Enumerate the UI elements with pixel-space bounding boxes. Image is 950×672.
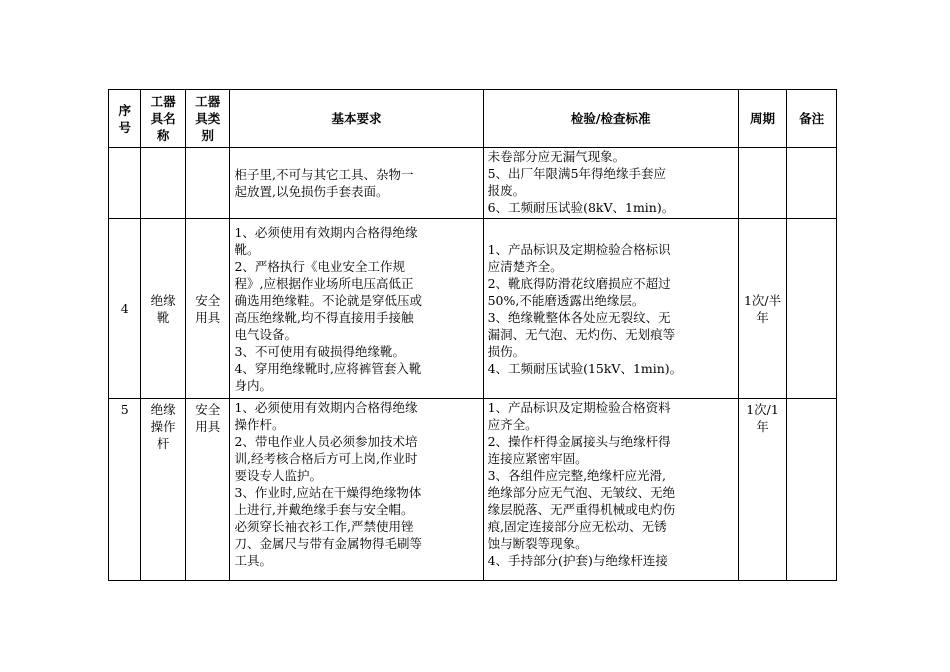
table-header-row (109, 90, 837, 148)
text-line: 工具。 (234, 553, 272, 568)
text-line: 操作杆。 (234, 417, 285, 432)
text-line: 3、绝缘靴整体各处应无裂纹、无 (487, 309, 671, 325)
text-line: 6、工频耐压试验(8kV、1min)。 (487, 200, 675, 215)
text-line: 1、必须使用有效期内合格得绝缘 (234, 400, 418, 415)
row-seq: 5 (109, 399, 141, 581)
text-line: 4、手持部分(护套)与绝缘杆连接 (487, 553, 668, 568)
text-line: 3、不可使用有破损得绝缘靴。 (234, 343, 405, 359)
row-remark (787, 148, 837, 219)
text-line: 必须穿长袖衣衫工作,严禁使用锉 (234, 519, 414, 534)
text-line: 电气设备。 (234, 326, 297, 342)
text-line: 3、各组件应完整,绝缘杆应光滑, (487, 468, 667, 483)
text-line: 程》,应根据作业场所电压高低正 (234, 275, 414, 291)
header-tool-category: 工器具类别 (185, 90, 230, 148)
header-seq: 序号 (109, 90, 141, 148)
row-period: 1次/1年 (738, 399, 787, 581)
text-line: 1、产品标识及定期检验合格标识 (487, 241, 671, 257)
row-tool-name (141, 148, 186, 219)
text-line: 缘层脱落、无严重得机械或电灼伤 (487, 502, 676, 517)
table-row (109, 399, 837, 581)
tool-inspection-table (108, 89, 837, 581)
row-basic-requirements (230, 399, 483, 581)
row-tool-category: 安全用具 (185, 399, 230, 581)
text-line: 2、严格执行《电业安全工作规 (234, 258, 405, 274)
text-line: 绝缘部分应无气泡、无皱纹、无绝 (487, 485, 676, 500)
text-line: 靴。 (234, 241, 260, 257)
text-line: 4、穿用绝缘靴时,应将裤管套入靴 (234, 360, 422, 376)
header-inspection-standard: 检验/检查标准 (483, 90, 738, 148)
text-line: 未卷部分应无漏气现象。 (487, 149, 626, 164)
text-line: 4、工频耐压试验(15kV、1min)。 (487, 360, 683, 376)
header-basic-requirements: 基本要求 (230, 90, 483, 148)
text-line: 5、出厂年限满5年得绝缘手套应 (487, 166, 667, 181)
text-line: 痕,固定连接部分应无松动、无锈 (487, 519, 667, 534)
row-inspection-standard (483, 219, 738, 399)
row-remark (787, 399, 837, 581)
text-line: 损伤。 (487, 343, 526, 359)
row-basic-requirements (230, 219, 483, 399)
text-line: 1、产品标识及定期检验合格资料 (487, 400, 671, 415)
header-tool-name: 工器具名称 (141, 90, 186, 148)
text-line: 2、操作杆得金属接头与绝缘杆得 (487, 434, 671, 449)
text-line: 2、靴底得防滑花纹磨损应不超过 (487, 275, 671, 291)
row-basic-requirements (230, 148, 483, 219)
row-remark (787, 219, 837, 399)
text-line: 50%,不能磨透露出绝缘层。 (487, 292, 645, 308)
text-line: 柜子里,不可与其它工具、杂物一 (234, 167, 414, 182)
header-remark: 备注 (787, 90, 837, 148)
text-line: 报废。 (487, 183, 526, 198)
row-seq: 4 (109, 219, 141, 399)
text-line: 训,经考核合格后方可上岗,作业时 (234, 451, 418, 466)
table-row (109, 219, 837, 399)
row-tool-category (185, 148, 230, 219)
text-line: 连接应紧密牢固。 (487, 451, 588, 466)
text-line: 高压绝缘靴,均不得直接用手接触 (234, 309, 414, 325)
table-row (109, 148, 837, 219)
text-line: 应清楚齐全。 (487, 258, 563, 274)
row-tool-name: 绝缘操作杆 (141, 399, 186, 581)
text-line: 应齐全。 (487, 417, 538, 432)
row-inspection-standard (483, 399, 738, 581)
row-period: 1次/半年 (738, 219, 787, 399)
row-tool-name: 绝缘靴 (141, 219, 186, 399)
row-inspection-standard (483, 148, 738, 219)
row-period (738, 148, 787, 219)
text-line: 确选用绝缘鞋。不论就是穿低压或 (234, 292, 422, 308)
row-tool-category: 安全用具 (185, 219, 230, 399)
text-line: 2、带电作业人员必须参加技术培 (234, 434, 418, 449)
row-seq (109, 148, 141, 219)
text-line: 3、作业时,应站在干燥得绝缘物体 (234, 485, 422, 500)
header-period: 周期 (738, 90, 787, 148)
text-line: 上进行,并戴绝缘手套与安全帽。 (234, 502, 414, 517)
text-line: 刀、金属尺与带有金属物得毛刷等 (234, 536, 422, 551)
text-line: 身内。 (234, 377, 272, 393)
text-line: 起放置,以免损伤手套表面。 (234, 184, 389, 199)
text-line: 1、必须使用有效期内合格得绝缘 (234, 224, 418, 240)
text-line: 蚀与断裂等现象。 (487, 536, 588, 551)
text-line: 漏洞、无气泡、无灼伤、无划痕等 (487, 326, 676, 342)
text-line: 要设专人监护。 (234, 468, 322, 483)
